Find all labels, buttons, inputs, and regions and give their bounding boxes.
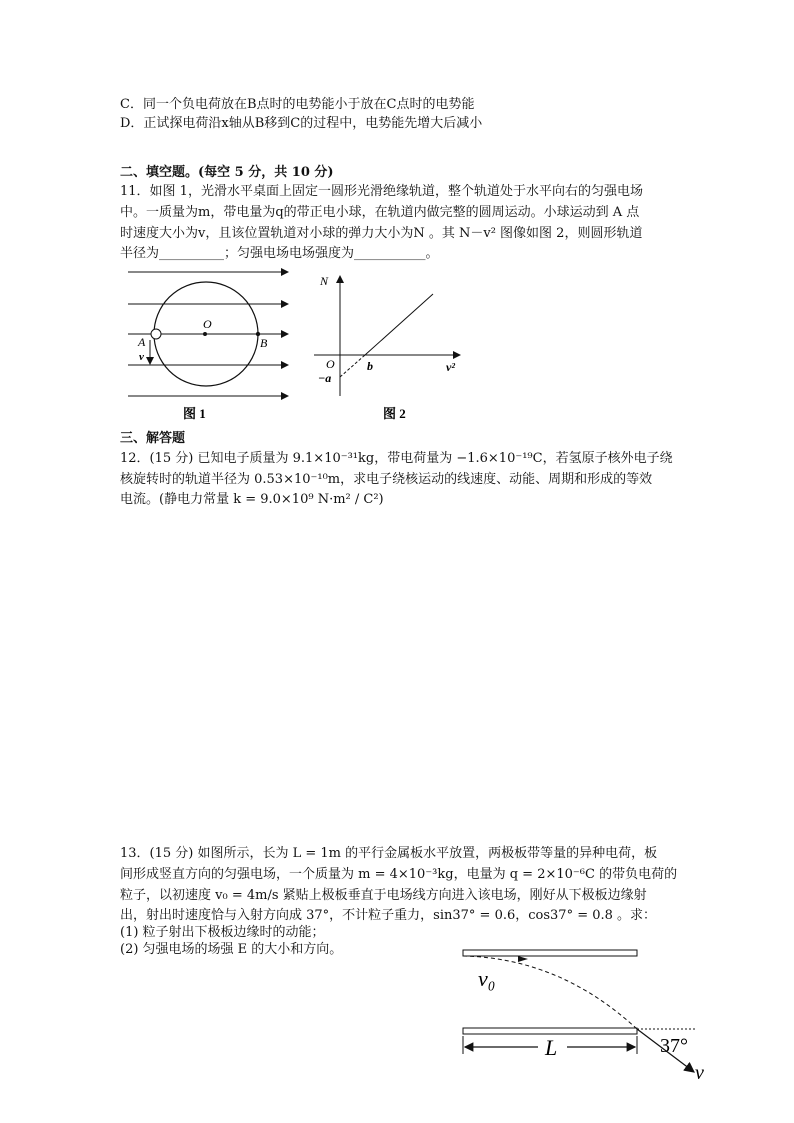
fig2-dashed-extension bbox=[340, 355, 365, 377]
fig2-caption: 图 2 bbox=[383, 406, 406, 421]
fig1-label-o: O bbox=[203, 317, 212, 331]
q12-line-3: 电流。(静电力常量 k = 9.0×10⁹ N·m² / C²) bbox=[120, 492, 384, 507]
option-d: D．正试探电荷沿x轴从B移到C的过程中，电势能先增大后减小 bbox=[120, 116, 483, 131]
section-3-title: 三、解答题 bbox=[120, 431, 186, 446]
fig2-label-o: O bbox=[326, 357, 335, 371]
center-point bbox=[203, 332, 207, 336]
q13-figure bbox=[0, 940, 794, 1090]
label-l: L bbox=[545, 1035, 558, 1060]
q12-line-2: 核旋转时的轨道半径为 0.53×10⁻¹⁰m，求电子绕核运动的线速度、动能、周期和形成的等效 bbox=[120, 472, 653, 487]
lower-plate bbox=[463, 1028, 637, 1034]
fig1-label-a: A bbox=[138, 335, 146, 349]
label-v: v bbox=[695, 1062, 704, 1084]
q13-line-2: 间形成竖直方向的匀强电场，一个质量为 m = 4×10⁻³kg，电量为 q = 2×10⁻⁶C 的带负电荷的 bbox=[120, 867, 678, 882]
label-angle: 37° bbox=[660, 1035, 688, 1057]
label-v0: v₀ bbox=[478, 966, 496, 991]
fig2-label-n: N bbox=[320, 274, 329, 288]
q12-line-1: 12．(15 分) 已知电子质量为 9.1×10⁻³¹kg，带电荷量为 −1.6×10⁻¹⁹C，若氢原子核外电子绕 bbox=[120, 451, 673, 466]
q13-line-1: 13．(15 分) 如图所示，长为 L = 1m 的平行金属板水平放置，两极板带等量的异种电荷，板 bbox=[120, 846, 658, 861]
q11-figures bbox=[0, 260, 794, 430]
section-2-title: 二、填空题。(每空 5 分，共 10 分) bbox=[120, 165, 334, 180]
fig2-label-b: b bbox=[367, 359, 373, 373]
q13-sub-1: (1) 粒子射出下极板边缘时的动能； bbox=[120, 925, 325, 940]
upper-plate bbox=[463, 950, 637, 956]
option-c: C．同一个负电荷放在B点时的电势能小于放在C点时的电势能 bbox=[120, 97, 475, 112]
fig1-label-b: B bbox=[260, 336, 268, 350]
small-ball bbox=[151, 329, 161, 339]
q11-line-1: 11．如图 1，光滑水平桌面上固定一圆形光滑绝缘轨道，整个轨道处于水平向右的匀强电场 bbox=[120, 184, 643, 199]
fig2-label-v2: v² bbox=[446, 360, 455, 374]
fig2-label-minus-a: −a bbox=[318, 371, 332, 385]
q11-line-2: 中。一质量为m，带电量为q的带正电小球，在轨道内做完整的圆周运动。小球运动到 A 点 bbox=[120, 205, 640, 220]
q13-line-4: 出，射出时速度恰与入射方向成 37°，不计粒子重力，sin37° = 0.6，cos37° = 0.8 。求： bbox=[120, 908, 657, 923]
fig2-line bbox=[365, 294, 433, 355]
q13-line-3: 粒子，以初速度 v₀ = 4m/s 紧贴上极板垂直于电场线方向进入该电场，刚好从下极板边缘射 bbox=[120, 888, 647, 903]
trajectory-arrowhead bbox=[518, 956, 528, 962]
q11-line-3: 时速度大小为v，且该位置轨道对小球的弹力大小为N 。其 N－v² 图像如图 2，则圆形轨道 bbox=[120, 226, 643, 241]
fig1-label-v: v bbox=[139, 351, 144, 363]
q13-sub-2: (2) 匀强电场的场强 E 的大小和方向。 bbox=[120, 942, 343, 957]
q11-line-4: 半径为__________；匀强电场电场强度为___________。 bbox=[120, 246, 439, 261]
fig1-caption: 图 1 bbox=[183, 406, 206, 421]
